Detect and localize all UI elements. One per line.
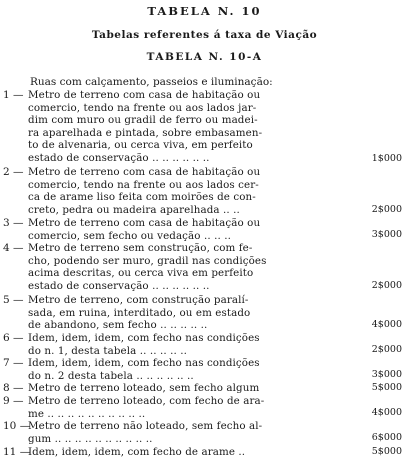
- item-line: creto, pedra ou madeira aparelhada .. ..: [28, 203, 240, 216]
- item-price: 1$000: [371, 153, 402, 164]
- item-line: sada, em ruina, interditado, ou em estado: [28, 306, 251, 319]
- item-number: 9 —: [3, 395, 24, 407]
- item-line: Metro de terreno com casa de habitação ou: [28, 89, 261, 101]
- section-title: TABELA N. 10-A: [146, 51, 263, 63]
- item-description: [28, 420, 343, 445]
- item-price: 2$000: [371, 280, 402, 291]
- item-price: 2$000: [371, 204, 402, 215]
- item-number: 11 —: [3, 446, 31, 458]
- item-number: 3 —: [3, 217, 24, 229]
- item-line: Idem, idem, idem, com fecho nas condições: [28, 332, 260, 344]
- item-description: [28, 294, 343, 332]
- item-description: [28, 357, 343, 382]
- item-line: acima descritas, ou cerca viva em perfeito: [28, 267, 254, 280]
- item-line: do n. 2 desta tabela .. .. .. .. .. ..: [28, 369, 194, 382]
- item-line: me .. .. .. .. .. .. .. .. .. ..: [28, 407, 146, 420]
- item-line: ca de arame liso feita com moirões de con-: [28, 191, 256, 204]
- item-description: [28, 382, 343, 395]
- item-price: 4$000: [371, 319, 402, 330]
- item-line: de abandono, sem fecho .. .. .. .. ..: [28, 319, 208, 332]
- item-number: 6 —: [3, 332, 24, 344]
- item-description: [28, 217, 343, 242]
- item-number: 1 —: [3, 89, 24, 101]
- item-description: [28, 395, 343, 420]
- item-line: estado de conservação .. .. .. .. .. ..: [28, 279, 210, 292]
- item-line: Idem, idem, idem, com fecho de arame ..: [28, 446, 246, 458]
- item-price: 5$000: [371, 446, 402, 457]
- item-line: comercio, sem fecho ou vedação .. .. ..: [28, 229, 231, 242]
- item-price: 5$000: [371, 382, 402, 393]
- item-description: [28, 332, 343, 357]
- item-description: [28, 242, 343, 292]
- item-line: Idem, idem, idem, com fecho nas condições: [28, 357, 260, 369]
- item-line: cho, podendo ser muro, gradil nas condições: [28, 254, 267, 267]
- item-number: 8 —: [3, 382, 24, 394]
- table-title: TABELA N. 10: [147, 4, 262, 18]
- item-number: 4 —: [3, 242, 24, 254]
- item-description: [28, 166, 343, 216]
- item-price: 2$000: [371, 344, 402, 355]
- item-number: 5 —: [3, 294, 24, 306]
- item-line: estado de conservação .. .. .. .. .. ..: [28, 151, 210, 164]
- item-line: comercio, tendo na frente ou aos lados jar-: [28, 101, 257, 114]
- item-price: 3$000: [371, 369, 402, 380]
- item-line: Metro de terreno loteado, com fecho de ara-: [28, 395, 265, 407]
- item-line: do n. 1, desta tabela .. .. .. .. ..: [28, 344, 187, 357]
- item-line: Metro de terreno com casa de habitação ou: [28, 166, 261, 178]
- item-description: [28, 89, 343, 164]
- item-line: Metro de terreno não loteado, sem fecho al-: [28, 420, 263, 432]
- item-line: Metro de terreno sem construção, com fe-: [28, 242, 253, 254]
- item-number: 10 —: [3, 420, 31, 432]
- item-line: comercio, tendo na frente ou aos lados cer-: [28, 178, 259, 191]
- item-line: ra aparelhada e pintada, sobre embasamen-: [28, 126, 263, 139]
- intro-text: Ruas com calçamento, passeios e iluminação:: [30, 76, 273, 88]
- item-price: 6$000: [371, 432, 402, 443]
- item-price: 4$000: [371, 407, 402, 418]
- item-line: Metro de terreno loteado, sem fecho algum: [28, 382, 260, 394]
- item-line: Metro de terreno com casa de habitação ou: [28, 217, 261, 229]
- item-line: Metro de terreno, com construção paralí-: [28, 294, 249, 306]
- item-line: gum .. .. .. .. .. .. .. .. .. ..: [28, 432, 153, 445]
- item-description: [28, 446, 343, 459]
- item-line: dim com muro ou gradil de ferro ou madei-: [28, 114, 258, 127]
- item-price: 3$000: [371, 229, 402, 240]
- item-line: to de alvenaria, ou cerca viva, em perfeito: [28, 139, 253, 152]
- item-number: 2 —: [3, 166, 24, 178]
- item-number: 7 —: [3, 357, 24, 369]
- table-subtitle: Tabelas referentes á taxa de Viação: [91, 29, 318, 41]
